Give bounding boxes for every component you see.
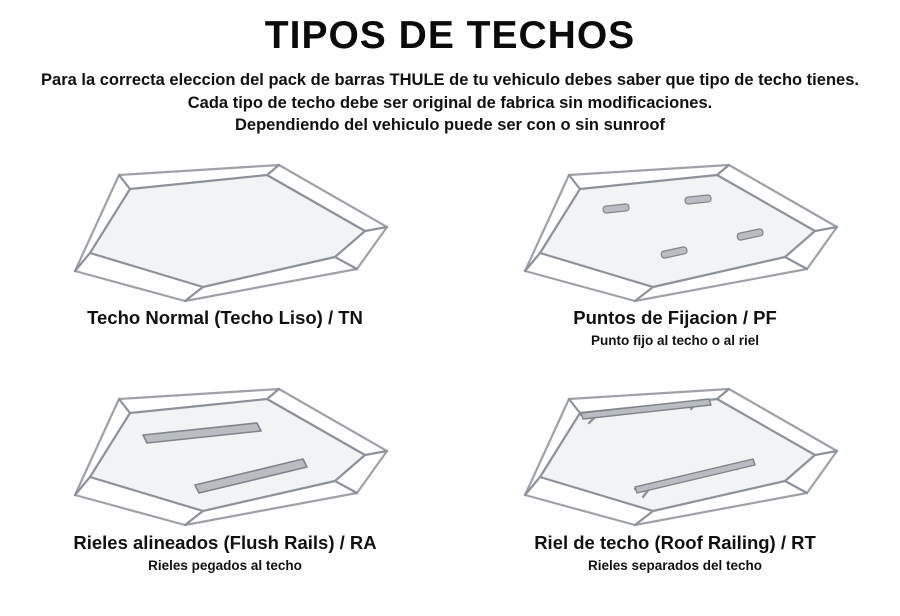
- roof-type-caption: Techo Normal (Techo Liso) / TN: [87, 307, 363, 329]
- roof-type-caption: Puntos de Fijacion / PF: [573, 307, 777, 329]
- car-roof-flush-rails-icon: [35, 373, 415, 528]
- diagram-page: [0, 16, 900, 616]
- roof-type-subcaption: Rieles pegados al techo: [148, 558, 302, 574]
- roof-type-riel-de-techo: [450, 373, 900, 573]
- subtitle-line-2: Cada tipo de techo debe ser original de fabrica sin modificaciones.: [187, 93, 713, 112]
- roof-type-rieles-alineados: [0, 373, 450, 573]
- page-title: TIPOS DE TECHOS: [264, 14, 636, 57]
- roof-type-subcaption: Rieles separados del techo: [587, 558, 763, 574]
- roof-type-subcaption: Punto fijo al techo o al riel: [590, 333, 760, 349]
- roof-type-puntos-de-fijacion: [450, 153, 900, 373]
- car-roof-plain-icon: [35, 153, 415, 303]
- car-roof-fixpoints-icon: [485, 153, 865, 303]
- roof-types-grid: [0, 153, 900, 573]
- subtitle-line-1: Para la correcta eleccion del pack de barras THULE de tu vehiculo debes saber que tipo de techo tienes.: [41, 70, 859, 89]
- roof-type-techo-normal: [0, 153, 450, 373]
- roof-type-caption: Riel de techo (Roof Railing) / RT: [534, 532, 816, 554]
- subtitle-block: [0, 69, 900, 137]
- car-roof-raised-railing-icon: [485, 373, 865, 528]
- subtitle-line-3: Dependiendo del vehiculo puede ser con o sin sunroof: [235, 116, 665, 135]
- roof-type-caption: Rieles alineados (Flush Rails) / RA: [73, 532, 377, 554]
